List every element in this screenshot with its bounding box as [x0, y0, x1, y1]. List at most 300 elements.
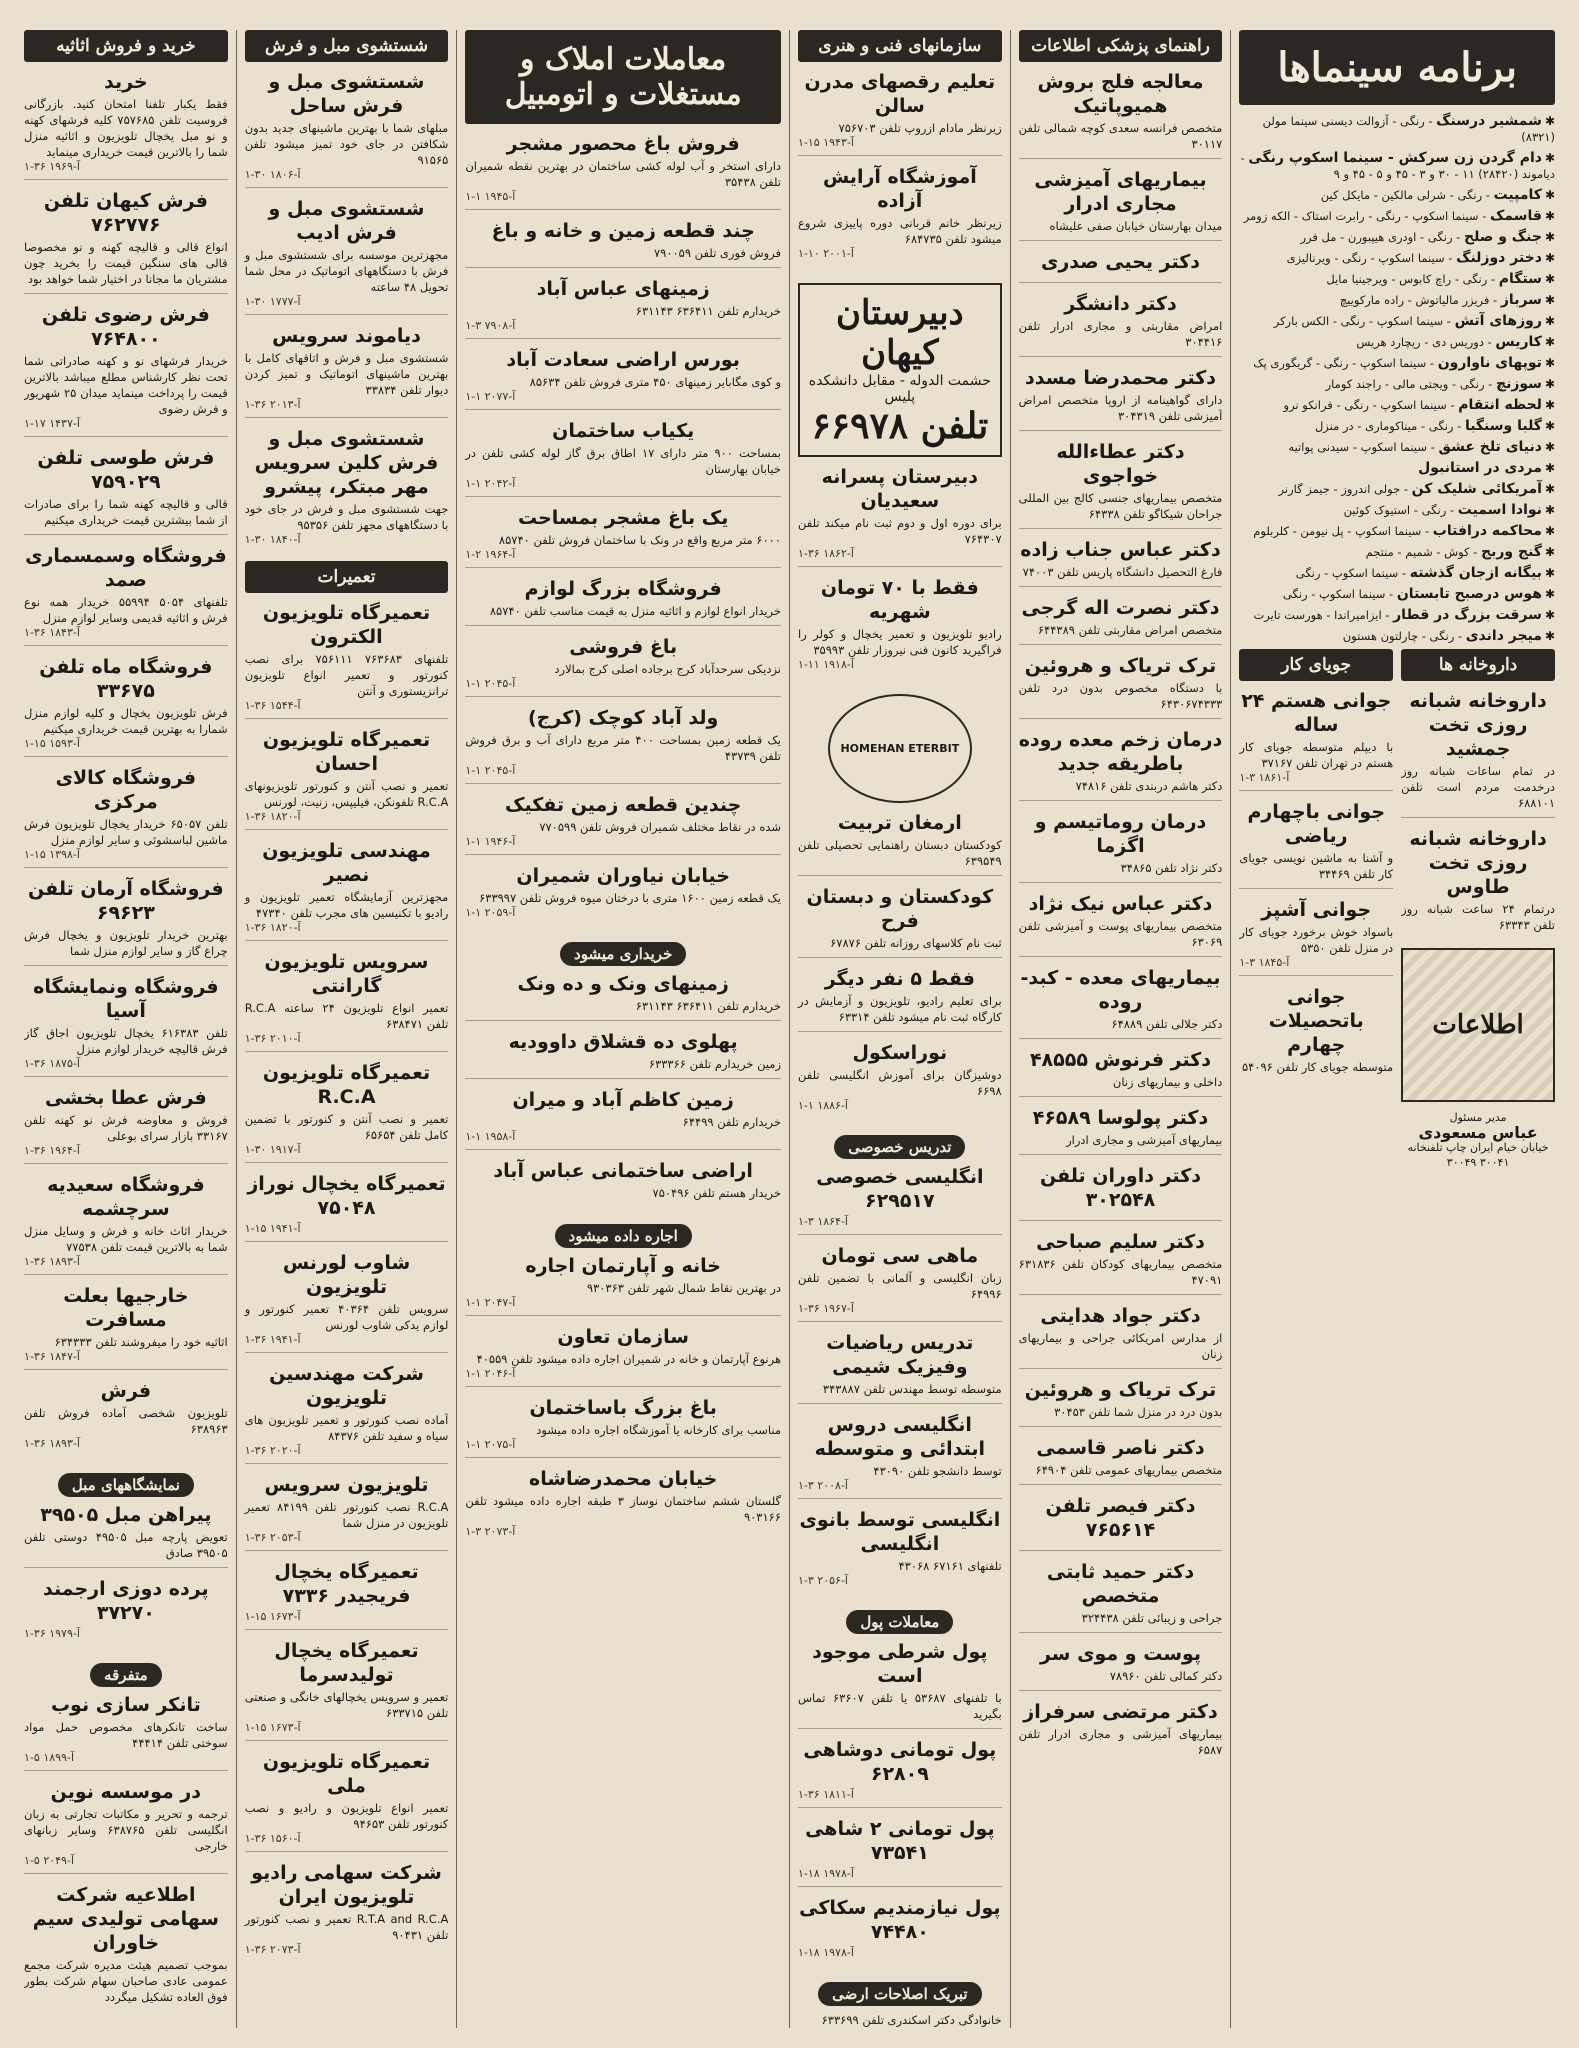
- ad-code: ۱-۳ آ-۱۸۶۴: [798, 1215, 848, 1228]
- ad-code: ۱-۱۱ آ-۱۹۱۸: [798, 658, 854, 671]
- medical-ad: [1019, 654, 1223, 719]
- misc-ads: [24, 1693, 228, 2020]
- ad-code: ۱-۳۶ آ-۱۸۷۵: [24, 1057, 80, 1070]
- tutoring-ads: [798, 1165, 1002, 1602]
- ad-body: بدون درد در منزل شما تلفن ۳۰۴۵۳: [1054, 1405, 1223, 1419]
- ad-body: فرش تلویزیون یخچال و کلیه لوازم منزل شمارا به بهترین قیمت خریداری میکنیم: [24, 706, 228, 736]
- film-listing: [1239, 113, 1555, 145]
- ad-body: کودکستان دبستان راهنمایی تحصیلی تلفن ۶۳۹۵۴۹: [798, 838, 1002, 868]
- job-ad: [1239, 689, 1393, 791]
- ad-code: ۱-۳۶ آ-۲۰۵۳: [244, 1531, 301, 1544]
- estate-ad: [465, 277, 781, 339]
- film-title: میجر داندی: [1465, 628, 1542, 644]
- ad-title: فرش: [100, 1380, 152, 1402]
- film-listing: [1239, 292, 1555, 308]
- ad-title: دکتر فرنوش ۴۸۵۵۵: [1029, 1049, 1212, 1071]
- ad-title: داروخانه شبانه روزی تخت جمشید: [1409, 690, 1547, 760]
- ad-title: تعمیرگاه تلویزیون ملی: [262, 1751, 431, 1797]
- ad-title: تعمیرگاه تلویزیون احسان: [262, 729, 431, 775]
- ad-body: فروش و معاوضه فرش نو کهنه تلفن ۳۳۱۶۷ بازار سرای بوعلی: [24, 1113, 228, 1143]
- money-ad: [798, 1896, 1002, 1965]
- film-info: رنگی - شرلی مالکین - مایکل کین: [1320, 188, 1483, 202]
- film-title: توپهای ناوارون: [1437, 355, 1542, 371]
- ad-title: دبیرستان پسرانه سعیدیان: [821, 466, 978, 512]
- repairs-header: تعمیرات: [245, 561, 449, 593]
- film-info: رنگی - راچ کابوس - ویرجینیا مایل: [1326, 272, 1488, 286]
- star-icon: ✱: [1544, 151, 1555, 165]
- furniture-ad: [24, 766, 228, 868]
- film-listing: [1239, 150, 1555, 182]
- ad-title: درمان زخم معده روده باطریقه جدید: [1018, 729, 1223, 775]
- ad-body: تعمیر انواع تلویزیون ۲۴ ساعته R.C.A تلفن ۶۳۸۴۷۱: [244, 1001, 449, 1031]
- exhibition-ads: [24, 1503, 228, 1655]
- repair-ads: [245, 601, 449, 1971]
- furniture-ad: [24, 975, 228, 1077]
- film-separator: -: [1454, 629, 1466, 643]
- ad-title: خیابان محمدرضاشاه: [529, 1468, 718, 1490]
- exhibition-header: نمایشگاههای مبل: [58, 1473, 194, 1497]
- footer-credit: [1401, 1110, 1555, 1170]
- school-ad: [798, 811, 1002, 876]
- arts-ad: [798, 70, 1002, 156]
- film-listing: [1239, 376, 1555, 392]
- ad-body: و کوی مگابایر زمینهای ۴۵۰ متری فروش تلفن ۸۵۶۳۴: [529, 375, 782, 389]
- cinema-bottom-row: [1239, 649, 1555, 2028]
- school-subtitle: حشمت الدوله - مقابل دانشکده پلیس: [808, 373, 991, 405]
- ad-title: تعمیرگاه یخچال فریجیدر ۷۳۳۶: [274, 1561, 419, 1607]
- ad-title: نوراسکول: [852, 1042, 948, 1064]
- ad-body: متخصص امراض مقاربتی تلفن ۶۴۴۳۸۹: [1037, 623, 1223, 637]
- job-ad: [1239, 898, 1393, 976]
- film-info: رنگی - آزوالت دیسنی سینما مولن (۸۳۲۱): [1262, 114, 1555, 144]
- exhibition-ad: [24, 1577, 228, 1646]
- ad-title: پول تومانی ۲ شاهی ۷۳۵۴۱: [805, 1818, 995, 1864]
- ad-body: خریدارم تلفن ۶۳۶۴۱۱ ۶۳۱۱۴۳: [635, 999, 782, 1013]
- film-listing: [1239, 229, 1555, 245]
- ad-title: جوانی آشپز: [1261, 899, 1372, 921]
- ad-title: شاوب لورنس تلویزیون: [282, 1252, 411, 1298]
- star-icon: ✱: [1544, 608, 1555, 622]
- star-icon: ✱: [1544, 566, 1555, 580]
- purchase-ad: [465, 1159, 781, 1207]
- ad-body: R.C.A نصب کنورتور تلفن ۸۴۱۹۹ تعمیر تلویزیون در منزل شما: [244, 1500, 449, 1530]
- star-icon: ✱: [1544, 440, 1555, 454]
- ad-body: جراحی و زیبائی تلفن ۳۲۴۴۳۸: [1081, 1611, 1223, 1625]
- film-info: سینما اسکوپ - رنگی - رابرت استاک - الکه زومر: [1243, 209, 1479, 223]
- film-listing: [1239, 334, 1555, 350]
- ad-code: ۱-۳۶ آ-۲۰۷۳: [244, 1943, 301, 1956]
- film-info: فریزر مالیاتوش - راده مارکوییچ: [1339, 293, 1490, 307]
- ad-body: برای دوره اول و دوم ثبت نام میکند تلفن ۷۶۴۳۰۷: [798, 516, 1002, 546]
- ad-title: جوانی باتحصیلات چهارم: [1268, 986, 1364, 1056]
- estate-ad: [465, 132, 781, 210]
- ad-body: باسواد خوش برخورد جویای کار در منزل تلفن ۵۳۵۰: [1239, 925, 1394, 955]
- ad-title: کودکستان و دبستان فرح: [806, 886, 994, 932]
- ad-code: ۱-۳۶ آ-۱۹۴۱: [244, 1333, 301, 1346]
- ad-code: ۱-۳۶ آ-۲۰۲۰: [244, 1444, 301, 1457]
- furniture-ad: [24, 877, 228, 966]
- ad-title: جوانی هستم ۲۴ ساله: [1241, 690, 1392, 736]
- film-separator: -: [1487, 272, 1499, 286]
- ad-code: ۱-۱۵ آ-۱۶۷۳: [244, 1721, 301, 1734]
- film-separator: -: [1478, 209, 1491, 223]
- column-furniture: [24, 30, 228, 2028]
- furniture-ad: [24, 303, 228, 437]
- ad-body: دکتر جلالی تلفن ۶۴۸۸۹: [1111, 1017, 1223, 1031]
- star-icon: ✱: [1544, 524, 1555, 538]
- ad-title: تلویزیون سرویس: [264, 1474, 429, 1496]
- estate-ad: [465, 706, 781, 784]
- film-title: هوس درصبح تابستان: [1396, 586, 1542, 602]
- ad-title: شرکت مهندسین تلویزیون: [269, 1363, 424, 1409]
- ad-body: تعمیر و نصب آنتن و کنورتور با تضمین کامل تلفن ۶۵۶۵۴: [244, 1112, 449, 1142]
- ad-body: و آشنا به ماشین نویسی جویای کار تلفن ۳۴۴۶۹: [1239, 851, 1394, 881]
- misc-ad: [24, 1780, 228, 1874]
- ad-code: ۱-۳ آ-۱۸۶۱: [1239, 771, 1290, 784]
- ad-code: ۱-۱۰ آ-۲۰۰۱: [798, 247, 854, 260]
- ad-body: ۶۰۰۰ متر مربع واقع در ونک با ساختمان فروش تلفن ۸۵۷۴۰: [498, 533, 782, 547]
- ad-code: ۱-۱ آ-۲۰۴۵: [465, 764, 516, 777]
- ad-body: شستشوی مبل و فرش و اتاقهای کامل با بهترین ماشینهای اتوماتیک و تمیز کردن دیوار تلفن ۳۳۸۳۴: [244, 351, 449, 397]
- star-icon: ✱: [1544, 230, 1555, 244]
- ad-body: فروش فوری تلفن ۷۹۰۰۵۹: [653, 246, 782, 260]
- pharmacy-ad: [1401, 827, 1555, 939]
- film-listing: [1239, 565, 1555, 581]
- ad-code: ۱-۱۸ آ-۱۹۷۸: [798, 1867, 854, 1880]
- film-title: مردی در استانبول: [1418, 460, 1542, 476]
- cinema-header: برنامه سینماها: [1239, 30, 1555, 105]
- ad-code: ۱-۱ آ-۲۰۷۷: [465, 390, 516, 403]
- film-info: سینما اسکوپ - رنگی: [1295, 566, 1399, 580]
- ad-title: دکتر جواد هدایتی: [1040, 1305, 1201, 1327]
- money-header: معاملات پول: [846, 1610, 953, 1634]
- washing-ad: [245, 324, 449, 418]
- ad-code: ۱-۳۶ آ-۱۹۶۷: [798, 1302, 854, 1315]
- ad-body: جهت شستشوی مبل و فرش در جای خود با دستگاههای مجهز تلفن ۹۵۳۵۶: [244, 502, 449, 532]
- tutoring-ad: [798, 1413, 1002, 1499]
- furniture-ad: [24, 446, 228, 535]
- film-title: جنگ و صلح: [1464, 229, 1542, 245]
- ad-title: دکتر محمدرضا مسدد: [1024, 367, 1217, 389]
- ad-title: فرش عطا بخشی: [45, 1087, 207, 1109]
- ad-code: ۱-۳۶ آ-۱۸۲۰: [244, 810, 301, 823]
- ad-code: ۱-۱ آ-۲۰۴۷: [465, 1296, 516, 1309]
- ad-code: ۱-۱ آ-۲۰۴۶: [465, 1367, 516, 1380]
- star-icon: ✱: [1544, 314, 1555, 328]
- washing-ads: [245, 70, 449, 561]
- ad-title: سازمان تعاون: [557, 1326, 689, 1348]
- credit-name: عباس مسعودی: [1418, 1123, 1538, 1142]
- school-emblem-icon: [828, 694, 972, 803]
- ad-title: فروش باغ محصور مشجر: [506, 133, 740, 155]
- film-listing: [1239, 544, 1555, 560]
- school-box: [798, 283, 1002, 457]
- ad-title: فرش رضوی تلفن ۷۶۴۸۰۰: [41, 304, 210, 350]
- ad-body: تعمیر و نصب آنتن و کنورتور تلویزیونهای R.C.A تلفونکن، فیلیپس، زنیت، لورنس: [244, 779, 449, 809]
- ad-title: دکتر فیصر تلفن ۷۶۵۶۱۴: [1045, 1495, 1196, 1541]
- ad-body: خریدار هستم تلفن ۷۵۰۴۹۶: [652, 1186, 782, 1200]
- ad-code: ۱-۳۶ آ-۲۰۱۰: [244, 1032, 301, 1045]
- ad-body: قالی و قالیچه کهنه شما را برای صادرات از شما بیشترین قیمت خریداری میکنیم: [24, 497, 228, 527]
- ad-title: ترک تریاک و هروئین: [1024, 1379, 1217, 1401]
- furniture-ad: [24, 655, 228, 757]
- job-ad: [1239, 985, 1393, 1081]
- ad-body: بیماریهای آمیزشی و مجاری ادرار تلفن ۶۵۸۷: [1018, 1727, 1223, 1757]
- repair-ad: [245, 1750, 449, 1852]
- ad-body: خریدار انواع لوازم و اثاثیه منزل به قیمت مناسب تلفن ۸۵۷۴۰: [489, 604, 782, 618]
- ad-title: بیماریهای آمیزشی مجاری ادرار: [1034, 169, 1207, 215]
- repair-ad: [245, 1639, 449, 1741]
- ad-body: داخلی و بیماریهای زنان: [1112, 1075, 1223, 1089]
- film-listing: [1239, 481, 1555, 497]
- job-ads: [1239, 689, 1393, 1081]
- pharmacy-ad: [1401, 689, 1555, 818]
- furniture-ads: [24, 70, 228, 1465]
- ad-body: نزدیکی سرحدآباد کرج برجاده اصلی کرج بمالارد: [554, 662, 782, 676]
- ad-body: خریدار فرشهای نو و کهنه صادراتی شما تحت نظر کارشناس مطلع میباشد بالاترین قیمت را پرداخت مینماید میدان ۲۵ شهریور و فرش رضوی: [24, 354, 228, 416]
- washing-ad: [245, 70, 449, 188]
- medical-ad: [1019, 1642, 1223, 1691]
- ad-body: مبلهای شما با بهترین ماشینهای جدید بدون شکافتن در جای خود تمیز میشود تلفن ۹۱۵۶۵: [244, 121, 449, 167]
- ad-body: زمین خریدارم تلفن ۶۳۳۳۶۶: [648, 1057, 782, 1071]
- ad-title: شستشوی مبل و فرش ادیب: [268, 198, 425, 244]
- ad-title: شستشوی مبل و فرش ساحل: [268, 71, 425, 117]
- ad-body: ثبت نام کلاسهای روزانه تلفن ۶۷۸۷۶: [830, 936, 1002, 950]
- ad-title: باغ بزرگ باساختمان: [529, 1397, 717, 1419]
- film-listing: [1239, 607, 1555, 623]
- ad-body: مجهزترین آزمایشگاه تعمیر تلویزیون و رادیو با تکنیسین های مجرب تلفن ۴۷۳۴۰: [244, 890, 449, 920]
- film-title: بیگانه ازجان گذشته: [1409, 565, 1542, 581]
- real-estate-header: معاملات املاک و مستغلات و اتومبیل: [465, 30, 781, 124]
- ad-body: دارای گواهینامه از اروپا متخصص امراض آمیزشی تلفن ۳۰۴۳۱۹: [1018, 393, 1223, 423]
- ad-title: دکتر پولوسا ۴۶۵۸۹: [1032, 1107, 1209, 1129]
- film-info: سینما اسکوپ - رنگی - ویرنالیزی: [1286, 251, 1445, 265]
- ad-code: ۱-۳۰ آ-۱۸۴۰: [244, 533, 301, 546]
- ad-title: مهندسی تلویزیون نصیر: [262, 840, 431, 886]
- film-title: روزهای آتش: [1454, 313, 1542, 329]
- tutoring-ad: [798, 1331, 1002, 1404]
- ad-body: توسط دانشجو تلفن ۴۳۰۹۰: [873, 1464, 1002, 1478]
- ad-title: باغ فروشی: [569, 636, 678, 658]
- ad-body: بمساحت ۹۰۰ متر دارای ۱۷ اطاق برق گاز لوله کشی تلفن در خیابان بهارستان: [465, 446, 782, 476]
- column-washing: [236, 30, 449, 2028]
- jobs-header: جویای کار: [1239, 649, 1393, 681]
- repair-ad: [245, 1362, 449, 1464]
- repair-ad: [245, 1172, 449, 1242]
- ad-title: تعمیرگاه تلویزیون R.C.A: [262, 1062, 431, 1108]
- school-ad: [798, 1041, 1002, 1118]
- repair-ad: [245, 601, 449, 719]
- ad-title: جوانی باچهارم ریاضی: [1247, 801, 1386, 847]
- credit-label: مدیر مسئول: [1449, 1111, 1507, 1124]
- ad-title: پرده دوزی ارجمند ۳۷۲۷۰: [43, 1578, 209, 1624]
- medical-ad: [1019, 810, 1223, 883]
- ad-title: دکتر عباس نیک نژاد: [1028, 893, 1213, 915]
- ad-body: خریدار اثاث خانه و فرش و وسایل منزل شما به بالاترین قیمت تلفن ۷۷۵۳۸: [24, 1224, 228, 1254]
- ad-code: ۱-۳۰ آ-۱۹۱۷: [244, 1143, 301, 1156]
- ad-body: متخصص بیماریهای کودکان تلفن ۶۳۱۸۳۶ ۴۷۰۹۱: [1018, 1257, 1223, 1287]
- money-ad: [798, 1817, 1002, 1887]
- furniture-header: خرید و فروش اثاثیه: [24, 30, 228, 62]
- ad-body: متوسطه جویای کار تلفن ۵۴۰۹۶: [1241, 1060, 1394, 1074]
- film-info: رنگی - ویجتی مالی - راجند کومار: [1325, 377, 1485, 391]
- furniture-ad: [24, 1173, 228, 1275]
- medical-ad: [1019, 1436, 1223, 1485]
- ad-body: یک قطعه زمین ۱۶۰۰ متری با درختان میوه فروش تلفن ۶۳۳۹۹۷: [479, 891, 782, 905]
- medical-ad: [1019, 70, 1223, 159]
- ad-body: متخصص بیماریهای جنسی کالج بین المللی جراحان شیکاگو تلفن ۶۴۳۳۸: [1018, 491, 1223, 521]
- film-separator: -: [1421, 524, 1433, 538]
- film-title: نوادا اسمیت: [1457, 502, 1542, 518]
- repair-ad: [245, 728, 449, 830]
- school-ad: [798, 465, 1002, 567]
- star-icon: ✱: [1544, 356, 1555, 370]
- ad-body: با دستگاه مخصوص بدون درد تلفن ۶۴۳۰۶۷۴۳۳۳: [1018, 681, 1223, 711]
- film-title: دنیای تلخ عشق: [1438, 439, 1542, 455]
- repair-ad: [245, 1061, 449, 1163]
- ad-body: درتمام ۲۴ ساعت شبانه روز تلفن ۶۳۳۴۳: [1401, 902, 1555, 932]
- ad-body: دکتر هاشم دربندی تلفن ۷۴۸۱۶: [1075, 779, 1223, 793]
- ad-title: خرید: [104, 71, 148, 93]
- ad-code: ۱-۱ آ-۱۹۵۸: [465, 1130, 516, 1143]
- ad-body: از مدارس امریکائی جراحی و بیماریهای زنان: [1018, 1331, 1223, 1361]
- ad-body: ترجمه و تحریر و مکاتبات تجارتی به زبان انگلیسی تلفن ۶۳۸۷۶۵ وسایر زبانهای خارجی: [24, 1807, 228, 1853]
- ad-title: فقط با ۷۰ تومان شهریه: [820, 577, 979, 623]
- ad-title: چندین قطعه زمین تفکیک: [505, 794, 742, 816]
- film-separator: -: [1444, 251, 1457, 265]
- ad-title: اطلاعیه شرکت سهامی تولیدی سیم خاوران: [32, 1884, 219, 1954]
- ad-code: ۱-۵ آ-۲۰۴۹: [24, 1854, 74, 1867]
- ad-title: دکتر نصرت اله گرجی: [1021, 597, 1220, 619]
- ad-body: زبان انگلیسی و آلمانی با تضمین تلفن ۶۴۹۹۶: [798, 1271, 1002, 1301]
- repair-ad: [245, 950, 449, 1052]
- ad-title: ولد آباد کوچک (کرج): [528, 707, 719, 729]
- ad-body: آماده نصب کنورتور و تعمیر تلویزیون های سیاه و سفید تلفن ۸۴۳۷۶: [244, 1413, 449, 1443]
- film-separator: -: [1484, 377, 1496, 391]
- film-separator: -: [1483, 335, 1496, 349]
- ad-body: یک قطعه زمین بمساحت ۴۰۰ متر مربع دارای آب و برق فروش تلفن ۴۳۷۳۹: [465, 733, 782, 763]
- purchase-header: خریداری میشود: [560, 942, 686, 966]
- star-icon: ✱: [1544, 629, 1555, 643]
- money-ad: [798, 1640, 1002, 1729]
- film-info: رنگی - چارلتون هستون: [1342, 629, 1455, 643]
- arts-header: سازمانهای فنی و هنری: [798, 30, 1002, 62]
- school-ad: [798, 967, 1002, 1032]
- ad-body: دکتر نژاد تلفن ۳۴۸۶۵: [1120, 861, 1223, 875]
- repair-ad: [245, 1560, 449, 1630]
- film-info: کوش - شمیم - منتجم: [1365, 545, 1470, 559]
- medical-ad: [1019, 892, 1223, 957]
- film-listing: [1239, 208, 1555, 224]
- furniture-ad: [24, 1086, 228, 1164]
- film-listing: [1239, 187, 1555, 203]
- ad-title: فروشگاه کالای مرکزی: [55, 767, 197, 813]
- medical-ad: [1019, 1164, 1223, 1221]
- film-separator: -: [1489, 293, 1501, 307]
- ad-body: تلفنهای ۵۰۵۴ ۵۵۹۹۴ خریدار همه نوع فرش و اثاثیه قدیمی وسایر لوازم منزل: [24, 595, 228, 625]
- film-listing: [1239, 271, 1555, 287]
- ad-title: فرش کیهان تلفن ۷۶۲۷۷۶: [43, 190, 208, 236]
- ad-body: تلفن ۶۱۶۳۸۳ یخچال تلویزیون اجاق گاز فرش قالیچه خریدار لوازم منزل: [24, 1026, 228, 1056]
- arts-ad: [798, 165, 1002, 266]
- film-title: کامپیت: [1493, 187, 1542, 203]
- film-listing: [1239, 313, 1555, 329]
- column-cinema: [1230, 30, 1555, 2028]
- ad-title: فروشگاه ونمایشگاه آسیا: [33, 976, 219, 1022]
- ad-title: تعمیرگاه تلویزیون الکترون: [262, 602, 431, 648]
- money-ads: [798, 1640, 1002, 1974]
- film-info: دوریس دی - ریچارد هریس: [1356, 335, 1484, 349]
- estate-ad: [465, 635, 781, 697]
- film-title: شمشیر درسنگ: [1436, 113, 1542, 129]
- medical-ad: [1019, 1304, 1223, 1369]
- medical-ad: [1019, 440, 1223, 529]
- ad-title: یک باغ مشجر بمساحت: [517, 507, 729, 529]
- ad-body: با دیپلم متوسطه جویای کار هستم در تهران تلفن ۳۷۱۶۷: [1239, 740, 1394, 770]
- school-ad: [798, 885, 1002, 958]
- ad-body: سرویس تلفن ۴۰۳۶۴ تعمیر کنورتور و لوازم یدکی شاوب لورنس: [244, 1302, 449, 1332]
- star-icon: ✱: [1544, 209, 1555, 223]
- ad-body: مناسب برای کارخانه یا آموزشگاه اجاره داده میشود: [536, 1423, 782, 1437]
- rent-ad: [465, 1325, 781, 1387]
- film-listing: [1239, 355, 1555, 371]
- ad-title: فرش طوسی تلفن ۷۵۹۰۲۹: [37, 447, 215, 493]
- washing-ad: [245, 427, 449, 552]
- estate-ad: [465, 419, 781, 497]
- film-title: گنج وربج: [1481, 544, 1542, 560]
- film-separator: -: [1240, 151, 1249, 165]
- ad-title: در موسسه نوین: [50, 1781, 202, 1803]
- estate-ad: [465, 506, 781, 568]
- tutoring-header: تدریس خصوصی: [834, 1135, 965, 1159]
- star-icon: ✱: [1544, 482, 1555, 496]
- star-icon: ✱: [1544, 545, 1555, 559]
- ad-title: دکتر داوران تلفن ۳۰۲۵۴۸: [1039, 1165, 1201, 1211]
- ad-code: ۱-۳۶ آ-۱۵۶۰: [244, 1832, 301, 1845]
- ad-title: تعمیرگاه یخچال تولیدسرما: [274, 1640, 419, 1686]
- column-real-estate: [456, 30, 781, 2028]
- column-medical: [1010, 30, 1223, 2028]
- ad-code: ۱-۳ آ-۲۰۷۳: [465, 1525, 516, 1538]
- ad-title: دیاموند سرویس: [272, 325, 421, 347]
- medical-ads: [1019, 70, 1223, 1773]
- ad-title: دکتر عباس جناب زاده: [1020, 539, 1221, 561]
- medical-ad: [1019, 1700, 1223, 1764]
- film-title: ستگام: [1498, 271, 1542, 287]
- ad-code: ۱-۳۶ آ-۱۸۱۱: [798, 1788, 854, 1801]
- ad-title: تعلیم رقصهای مدرن سالن: [804, 71, 996, 117]
- ad-title: فقط ۵ نفر دیگر: [824, 968, 975, 990]
- film-info: سینما اسکوپ - سیدنی پواتیه: [1288, 440, 1427, 454]
- film-title: سوزنچ: [1495, 376, 1542, 392]
- ad-code: ۱-۱ آ-۲۰۴۲: [465, 477, 516, 490]
- film-separator: -: [1400, 482, 1412, 496]
- ad-title: خیابان نیاوران شمیران: [516, 865, 730, 887]
- tutoring-ad: [798, 1165, 1002, 1235]
- ad-code: ۱-۳۶ آ-۱۹۶۹: [24, 160, 80, 173]
- arts-ads: [798, 70, 1002, 275]
- ad-code: ۱-۳۶ آ-۱۸۲۰: [244, 921, 301, 934]
- ad-code: ۱-۳ آ-۲۰۰۸: [798, 1479, 848, 1492]
- rent-ad: [465, 1467, 781, 1544]
- film-separator: -: [1482, 188, 1494, 202]
- ad-body: امراض مقاربتی و مجاری ادرار تلفن ۳۰۴۴۱۶: [1018, 319, 1223, 349]
- estate-ad: [465, 348, 781, 410]
- ad-code: ۱-۳۶ آ-۲۰۱۳: [244, 398, 301, 411]
- ad-title: دکتر عطاءالله خواجوی: [1056, 441, 1185, 487]
- medical-ad: [1019, 250, 1223, 283]
- film-title: سرباز: [1500, 292, 1542, 308]
